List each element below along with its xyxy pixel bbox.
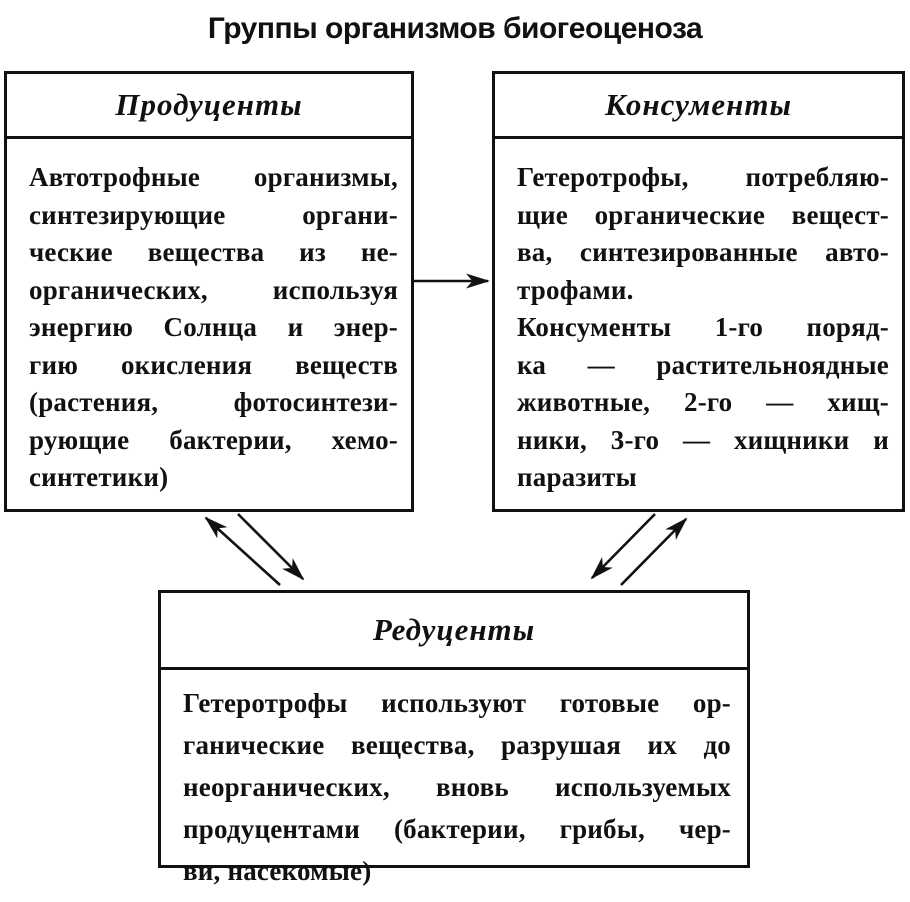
consumers-header: Консументы (495, 74, 902, 139)
consumers-text-line: ники, 3-го — хищники и (517, 424, 889, 455)
reducers-body (161, 670, 747, 892)
consumers-text-line: ка — растительноядные (517, 349, 889, 380)
arrow-reducers-to-consumers (621, 519, 686, 585)
producers-text-line: синтезирующие органи- (29, 199, 398, 230)
producers-text-line: органических, используя (29, 274, 398, 305)
consumers-text-line: щие органические вещест- (517, 199, 889, 230)
producers-text-line: (растения, фотосинтези- (29, 387, 398, 417)
producers-text-line: ческие вещества из не- (29, 237, 398, 267)
diagram-title: Группы организмов биогеоценоза (207, 12, 703, 45)
producers-text-line: синтетики) (29, 462, 169, 492)
arrow-consumers-to-reducers (592, 514, 655, 578)
arrow-producers-to-reducers (238, 514, 303, 579)
arrow-reducers-to-producers (206, 518, 280, 585)
consumers-body (495, 139, 902, 497)
consumers-text-line: трофами. (517, 274, 634, 305)
consumers-box (492, 71, 905, 512)
reducers-box (158, 590, 750, 886)
reducers-text-line: Гетеротрофы используют готовые ор- (183, 688, 731, 718)
reducers-text-line: неорганических, вновь используемых (183, 772, 731, 802)
producers-text-line: Автотрофные организмы, (29, 162, 398, 192)
producers-text-line: рующие бактерии, хемо- (29, 424, 398, 455)
producers-text-line: энергию Солнца и энер- (29, 312, 398, 342)
consumers-text-line: ва, синтезированные авто- (517, 237, 889, 267)
producers-body (7, 139, 411, 497)
consumers-text-line: Гетеротрофы, потребляю- (517, 162, 889, 192)
producers-text-line: гию окисления веществ (29, 349, 398, 380)
reducers-header: Редуценты (161, 593, 747, 670)
consumers-text-line: Консументы 1-го поряд- (517, 312, 889, 342)
producers-header: Продуценты (7, 74, 411, 139)
consumers-text-line: животные, 2-го — хищ- (517, 387, 889, 417)
reducers-text-line: ганические вещества, разрушая их до (183, 730, 731, 760)
reducers-text-line: ви, насекомые) (183, 856, 372, 886)
consumers-text-line: паразиты (517, 462, 637, 492)
producers-box (4, 71, 414, 512)
reducers-text-line: продуцентами (бактерии, грибы, чер- (183, 814, 731, 844)
